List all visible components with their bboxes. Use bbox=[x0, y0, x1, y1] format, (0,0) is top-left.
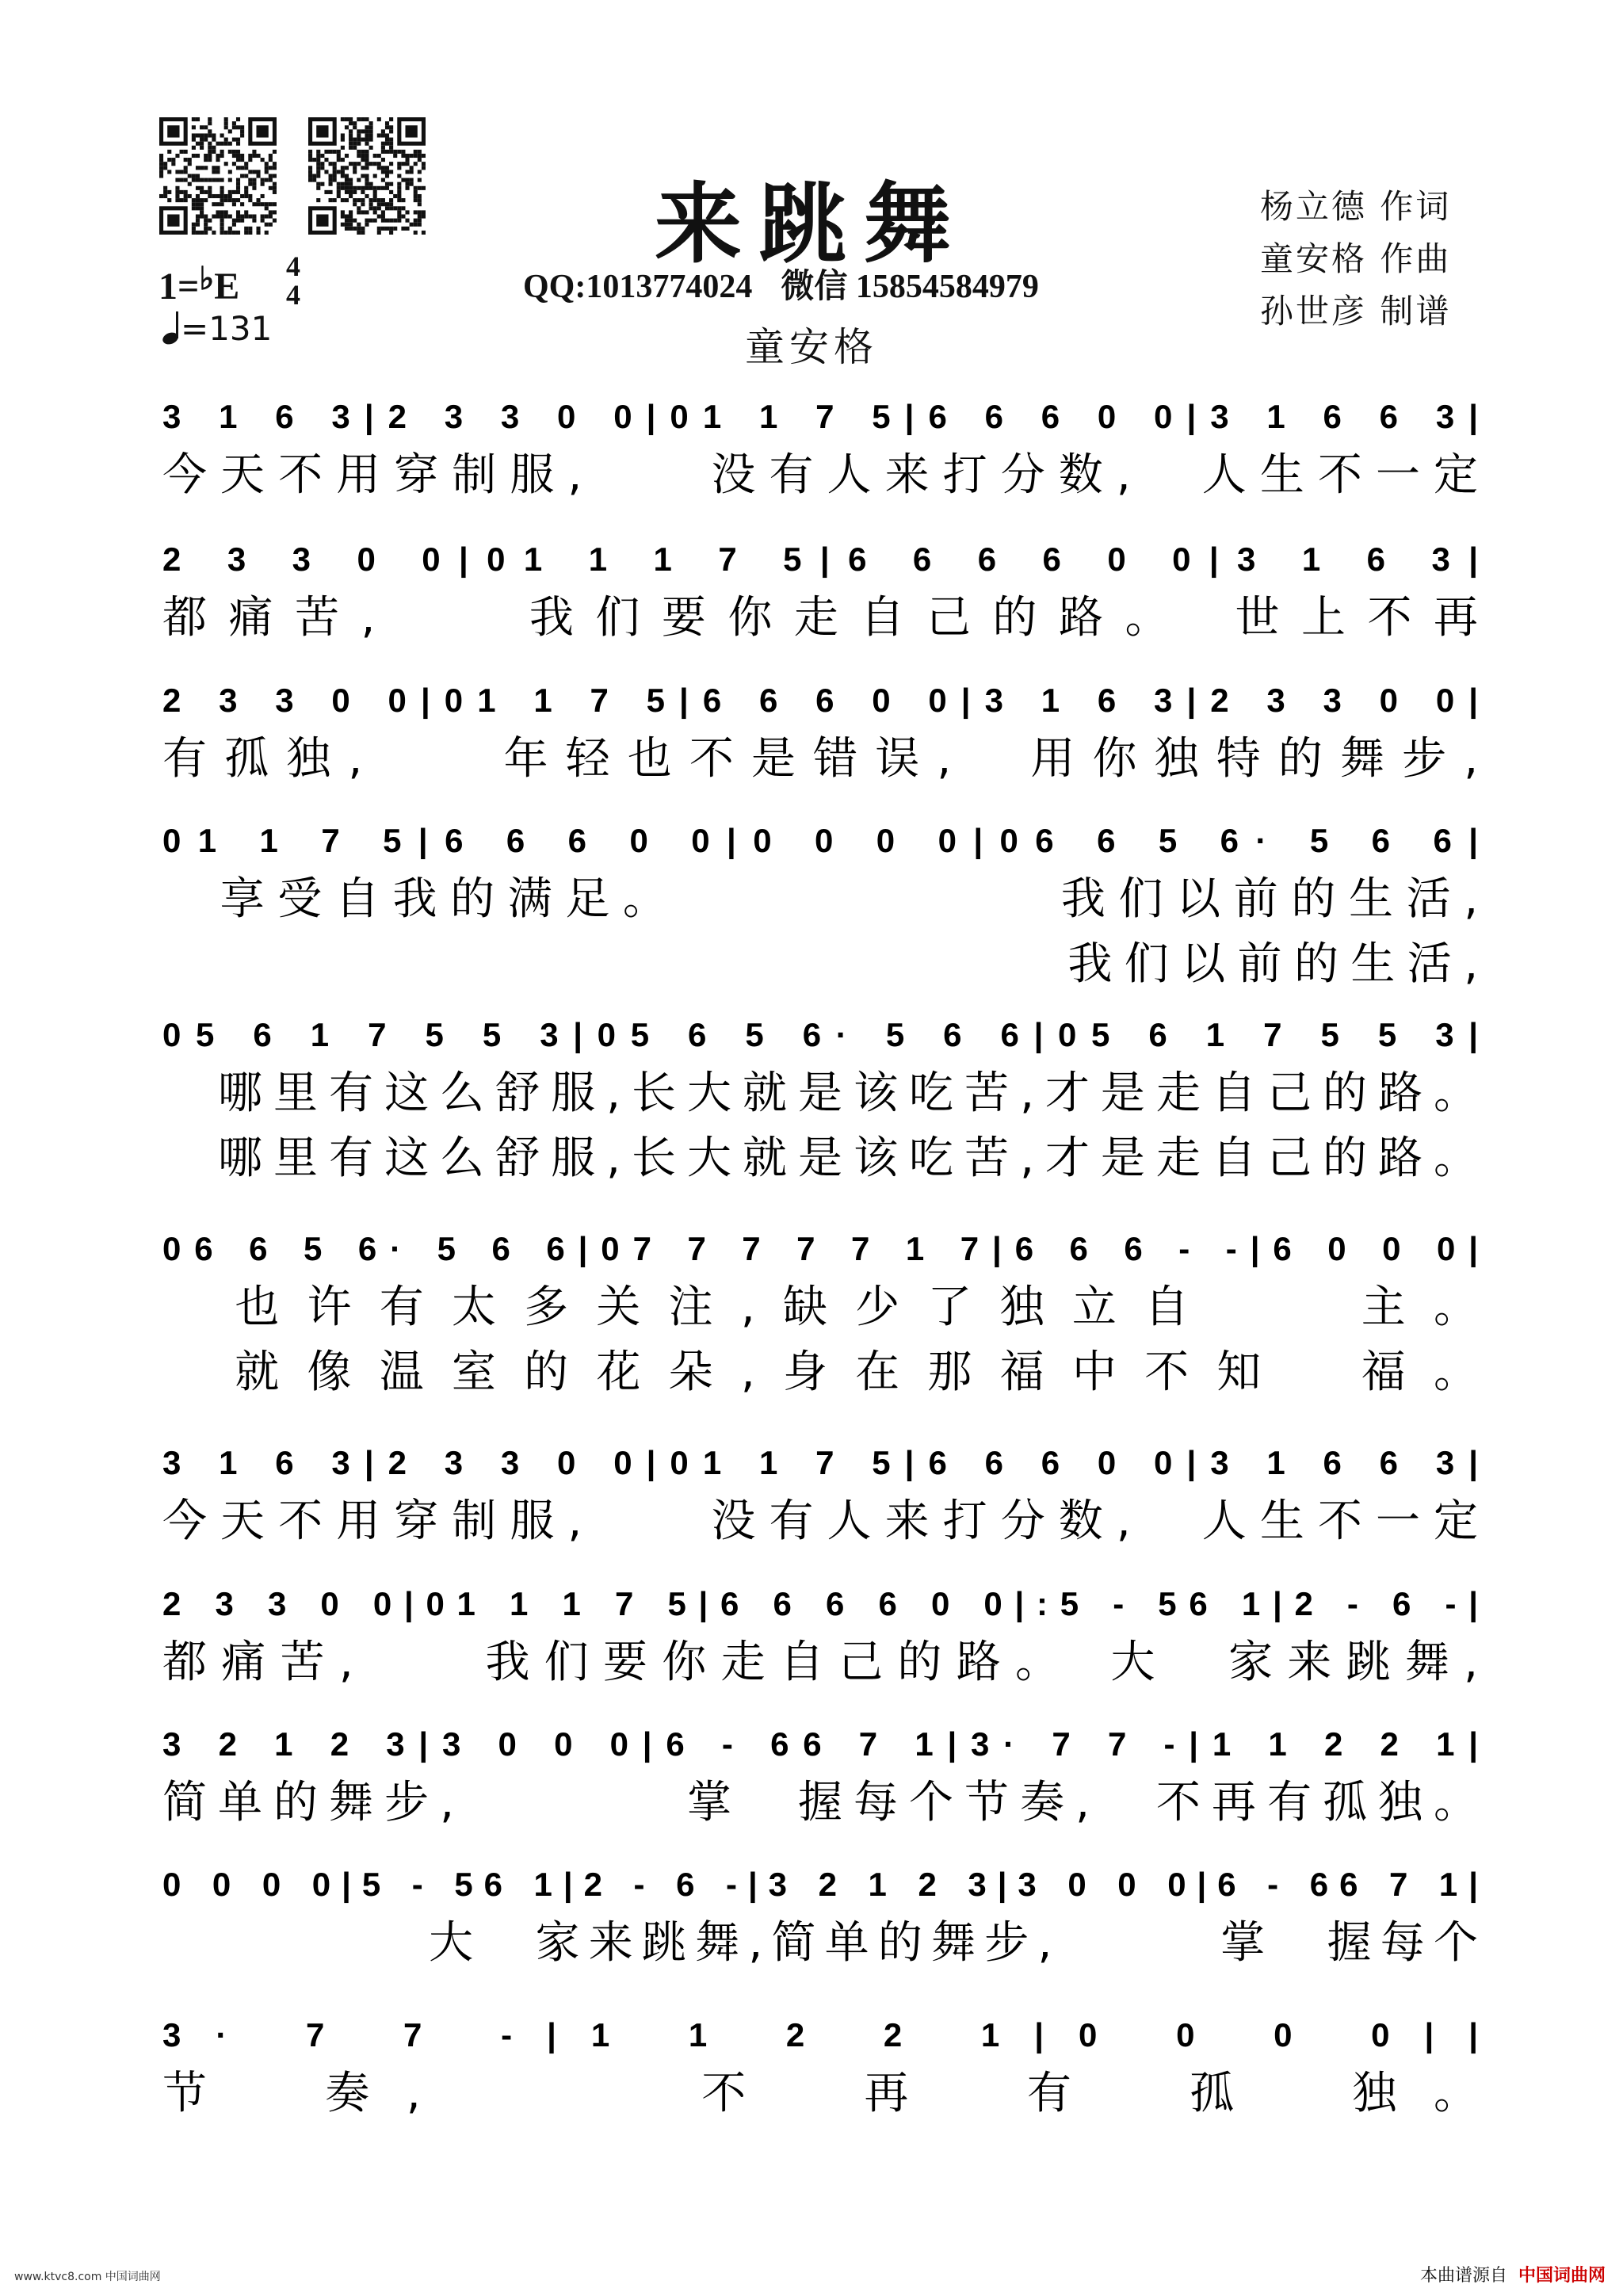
notation-row: 05 6 1 7 5 5 3|05 6 5 6· 5 6 6|05 6 1 7 5 5 3| bbox=[162, 1016, 1478, 1053]
lyric-line: 哪里有这么舒服,长大就是该吃苦,才是走自己的路。 bbox=[162, 1133, 1478, 1184]
lyric-line: 今天不用穿制服, 没有人来打分数, 人生不一定 bbox=[162, 449, 1478, 501]
tempo-value: =131 bbox=[181, 309, 273, 348]
notation-row: 0 0 0 0|5 - 56 1|2 - 6 -|3 2 1 2 3|3 0 0 0|6 - 66 7 1| bbox=[162, 1866, 1479, 1903]
footer-left: www.ktvc8.com 中国词曲网 bbox=[14, 2271, 161, 2283]
lyric-line: 都痛苦, 我们要你走自己的路。 世上不再 bbox=[162, 592, 1478, 644]
notation-row: 3· 7 7 -|1 1 2 2 1|0 0 0 0|| bbox=[162, 2016, 1479, 2053]
lyric-line: 简单的舞步, 掌 握每个节奏, 不再有孤独。 bbox=[162, 1777, 1478, 1828]
transcriber-credit: 孙世彦 制谱 bbox=[1260, 292, 1452, 330]
footer-source: 本曲谱源自 bbox=[1419, 2266, 1507, 2286]
song-title: 来跳舞 bbox=[655, 174, 968, 275]
lyric-line: 大 家来跳舞,简单的舞步, 掌 握每个 bbox=[162, 1917, 1478, 1969]
notation-row: 2 3 3 0 0|01 1 1 7 5|6 6 6 6 0 0|3 1 6 3| bbox=[162, 541, 1478, 578]
singer-name: 童安格 bbox=[745, 324, 878, 370]
notation-row: 06 6 5 6· 5 6 6|07 7 7 7 7 1 7|6 6 6 - -|6 0 0 0| bbox=[162, 1230, 1479, 1267]
notation-row: 3 1 6 3|2 3 3 0 0|01 1 7 5|6 6 6 0 0|3 1 6 6 3| bbox=[162, 1444, 1479, 1481]
qq-number: QQ:1013774024 bbox=[523, 269, 753, 305]
wechat-number: 微信 15854584979 bbox=[781, 269, 1039, 305]
time-sig-top: 4 bbox=[286, 250, 300, 282]
notation-row: 2 3 3 0 0|01 1 7 5|6 6 6 0 0|3 1 6 3|2 3 3 0 0| bbox=[162, 682, 1479, 719]
footer-right bbox=[1420, 2262, 1606, 2286]
lyric-line: 今天不用穿制服, 没有人来打分数, 人生不一定 bbox=[162, 1496, 1478, 1547]
lyric-line: 有孤独, 年轻也不是错误, 用你独特的舞步, bbox=[162, 733, 1479, 785]
lyric-line: 都痛苦, 我们要你走自己的路。 大 家来跳舞, bbox=[162, 1637, 1478, 1688]
lyric-line: 也许有太多关注,缺少了独立自 主。 bbox=[162, 1282, 1478, 1333]
key-prefix: 1= bbox=[158, 266, 200, 308]
lyricist-credit: 杨立德 作词 bbox=[1260, 187, 1452, 226]
notation-row: 01 1 7 5|6 6 6 0 0|0 0 0 0|06 6 5 6· 5 6 6| bbox=[162, 822, 1478, 859]
notation-row: 3 1 6 3|2 3 3 0 0|01 1 7 5|6 6 6 0 0|3 1 6 6 3| bbox=[162, 398, 1479, 435]
lyric-line: 就像温室的花朵,身在那福中不知 福。 bbox=[162, 1347, 1478, 1398]
lyric-line: 享受自我的满足。 我们以前的生活, bbox=[162, 873, 1478, 925]
time-sig-bottom: 4 bbox=[286, 279, 300, 311]
lyric-line: 我们以前的生活, bbox=[162, 938, 1478, 990]
footer-site: 中国词曲网 bbox=[1518, 2266, 1606, 2286]
flat-symbol: ♭ bbox=[199, 261, 215, 296]
lyric-line: 节 奏, 不 再 有 孤 独。 bbox=[162, 2068, 1478, 2119]
notation-row: 3 2 1 2 3|3 0 0 0|6 - 66 7 1|3· 7 7 -|1 1 2 2 1| bbox=[162, 1725, 1478, 1763]
key-note: E bbox=[214, 266, 240, 308]
composer-credit: 童安格 作曲 bbox=[1260, 239, 1452, 278]
lyric-line: 哪里有这么舒服,长大就是该吃苦,才是走自己的路。 bbox=[162, 1068, 1478, 1119]
notation-row: 2 3 3 0 0|01 1 1 7 5|6 6 6 6 0 0|:5 - 56 1|2 - 6 -| bbox=[162, 1585, 1479, 1622]
